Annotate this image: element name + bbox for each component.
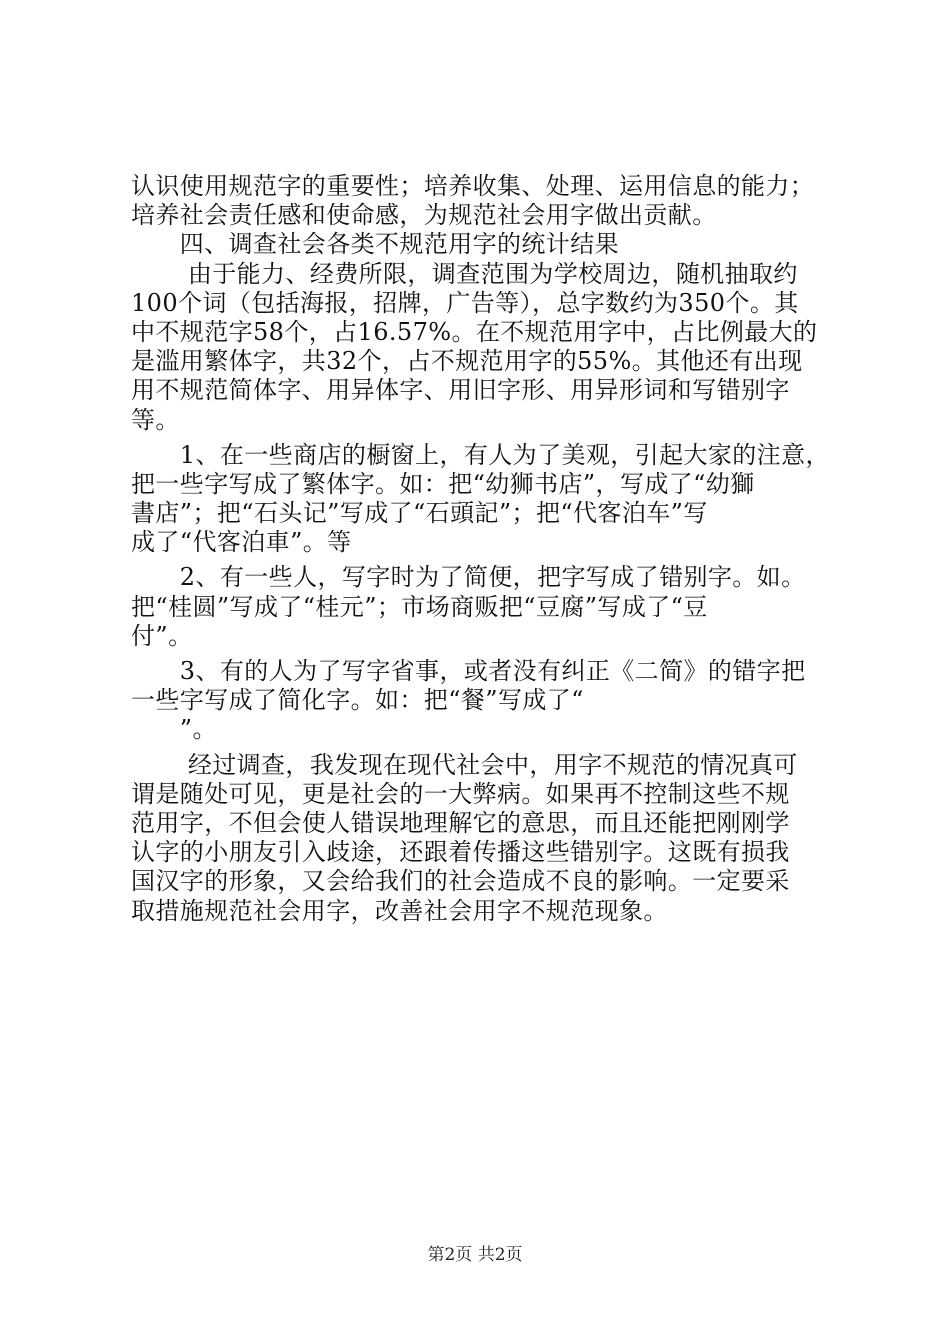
- text-line: 付”。: [131, 621, 193, 650]
- text-line: 范用字，不但会使人错误地理解它的意思，而且还能把刚刚学: [131, 808, 790, 837]
- document-body: [131, 172, 841, 926]
- text-line: 认识使用规范字的重要性；培养收集、处理、运用信息的能力；: [131, 172, 815, 200]
- text-line: 等。: [131, 405, 180, 434]
- section-heading: 四、调查社会各类不规范用字的统计结果: [131, 230, 619, 259]
- text-line: 書店”；把“石头记”写成了“石頭記”；把“代客泊车”写: [131, 499, 708, 528]
- text-line: 把“桂圆”写成了“桂元”；市场商贩把“豆腐”写成了“豆: [131, 592, 708, 621]
- text-line: ”。: [131, 715, 217, 744]
- text-line: 谓是随处可见，更是社会的一大弊病。如果再不控制这些不规: [131, 779, 790, 808]
- text-line: 中不规范字58个，占16.57%。在不规范用字中，占比例最大的: [131, 317, 818, 346]
- text-line: 2、有一些人，写字时为了简便，把字写成了错别字。如。: [131, 563, 806, 592]
- text-line: 用不规范简体字、用异体字、用旧字形、用异形词和写错别字: [131, 376, 790, 405]
- text-line: 取措施规范社会用字，改善社会用字不规范现象。: [131, 896, 668, 925]
- text-line: 一些字写成了简化字。如：把“餐”写成了“: [131, 686, 584, 715]
- text-line: 经过调查，我发现在现代社会中，用字不规范的情况真可: [131, 750, 798, 779]
- text-line: 1、在一些商店的橱窗上，有人为了美观，引起大家的注意，: [131, 440, 830, 469]
- text-line: 认字的小朋友引入歧途，还跟着传播这些错别字。这既有损我: [131, 838, 790, 867]
- text-line: 100个词（包括海报，招牌，广告等），总字数约为350个。其: [131, 288, 799, 317]
- text-line: 培养社会责任感和使命感，为规范社会用字做出贡献。: [131, 201, 717, 230]
- text-line: 国汉字的形象，又会给我们的社会造成不良的影响。一定要采: [131, 867, 790, 896]
- text-line: 成了“代客泊車”。等: [131, 528, 352, 557]
- text-line: 由于能力、经费所限，调查范围为学校周边，随机抽取约: [131, 259, 798, 288]
- text-line: 把一些字写成了繁体字。如：把“幼狮书店”，写成了“幼獅: [131, 469, 755, 498]
- text-line: 3、有的人为了写字省事，或者没有纠正《二简》的错字把: [131, 657, 806, 685]
- text-line: 是滥用繁体字，共32个，占不规范用字的55%。其他还有出现: [131, 347, 803, 376]
- page-number-footer: 第2页 共2页: [427, 1245, 523, 1265]
